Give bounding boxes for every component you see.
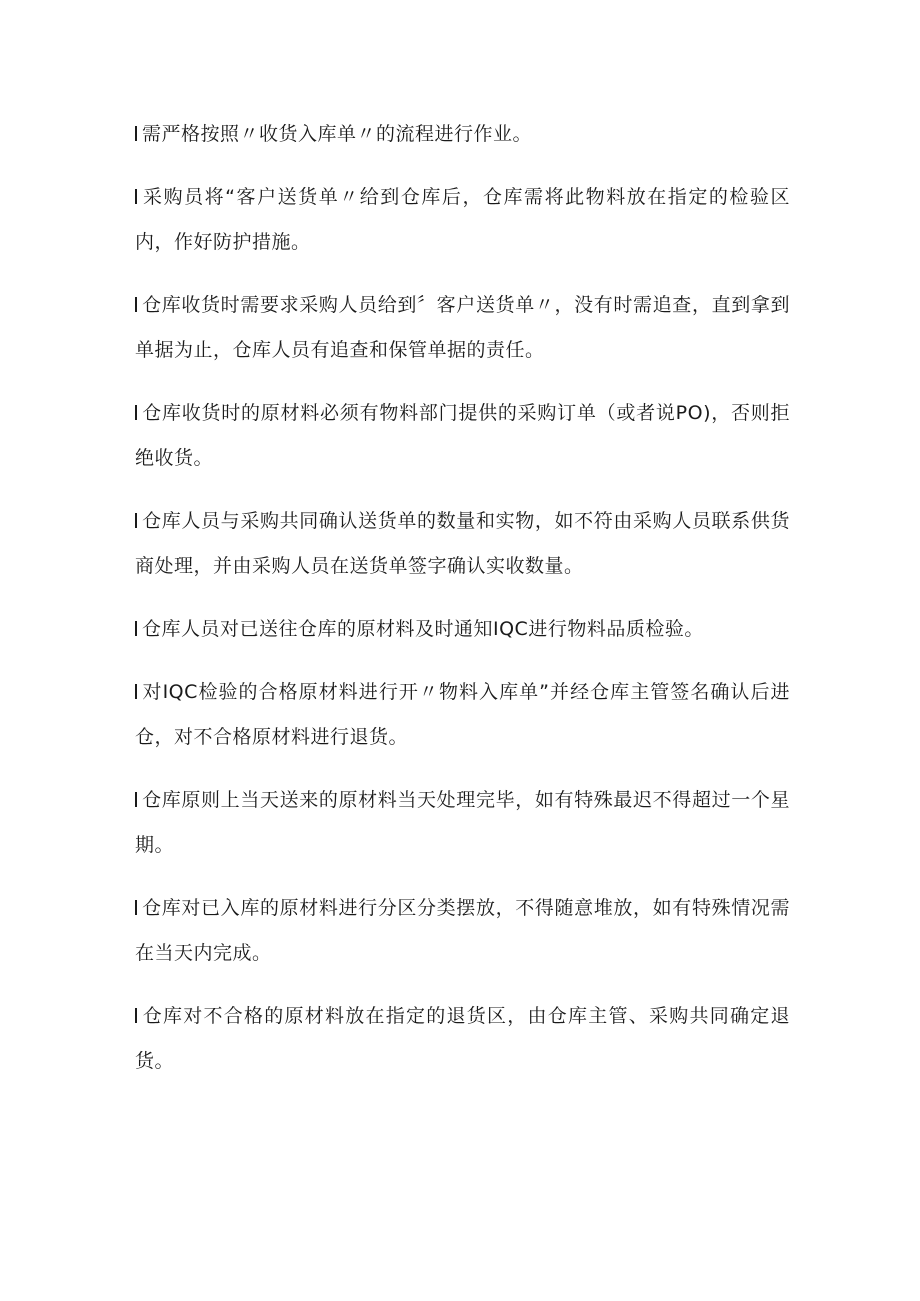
list-item <box>135 391 790 481</box>
list-item-text: 采购员将“客户送货单〃给到仓库后，仓库需将此物料放在指定的检验区内，作好防护措施。 <box>135 186 790 253</box>
bullet-mark <box>135 900 137 915</box>
bullet-mark <box>135 621 137 636</box>
list-item <box>135 886 790 976</box>
bullet-mark <box>135 513 137 528</box>
list-item-text: 需严格按照〃收货入库单〃的流程进行作业。 <box>142 123 533 145</box>
bullet-mark <box>135 1008 137 1023</box>
bullet-mark <box>135 792 137 807</box>
list-item <box>135 499 790 589</box>
list-item-text: 仓库人员对已送往仓库的原材料及时通知IQC进行物料品质检验。 <box>142 618 704 640</box>
list-item <box>135 607 790 652</box>
bullet-mark <box>135 126 137 141</box>
list-item-text: 仓库收货时的原材料必须有物料部门提供的采购订单（或者说PO)，否则拒绝收货。 <box>135 402 790 469</box>
list-item <box>135 175 790 265</box>
list-item <box>135 994 790 1084</box>
list-item-text: 仓库对已入库的原材料进行分区分类摆放，不得随意堆放，如有特殊情况需在当天内完成。 <box>135 897 790 964</box>
list-item <box>135 778 790 868</box>
list-item-text: 对IQC检验的合格原材料进行开〃物料入库单”并经仓库主管签名确认后进仓，对不合格原材料进行退货。 <box>135 681 790 748</box>
bullet-mark <box>135 405 137 420</box>
bullet-mark <box>135 189 137 204</box>
list-item-text: 仓库对不合格的原材料放在指定的退货区，由仓库主管、采购共同确定退货。 <box>135 1005 790 1072</box>
list-item <box>135 112 790 157</box>
bullet-mark <box>135 297 137 312</box>
list-item-text: 仓库收货时需要求采购人员给到〞客户送货单〃，没有时需追查，直到拿到单据为止，仓库人员有追查和保管单据的责任。 <box>135 294 790 361</box>
document-body <box>135 112 790 1102</box>
bullet-mark <box>135 684 137 699</box>
list-item-text: 仓库原则上当天送来的原材料当天处理完毕，如有特殊最迟不得超过一个星期。 <box>135 789 790 856</box>
list-item <box>135 283 790 373</box>
list-item-text: 仓库人员与采购共同确认送货单的数量和实物，如不符由采购人员联系供货商处理，并由采购人员在送货单签字确认实收数量。 <box>135 510 790 577</box>
list-item <box>135 670 790 760</box>
